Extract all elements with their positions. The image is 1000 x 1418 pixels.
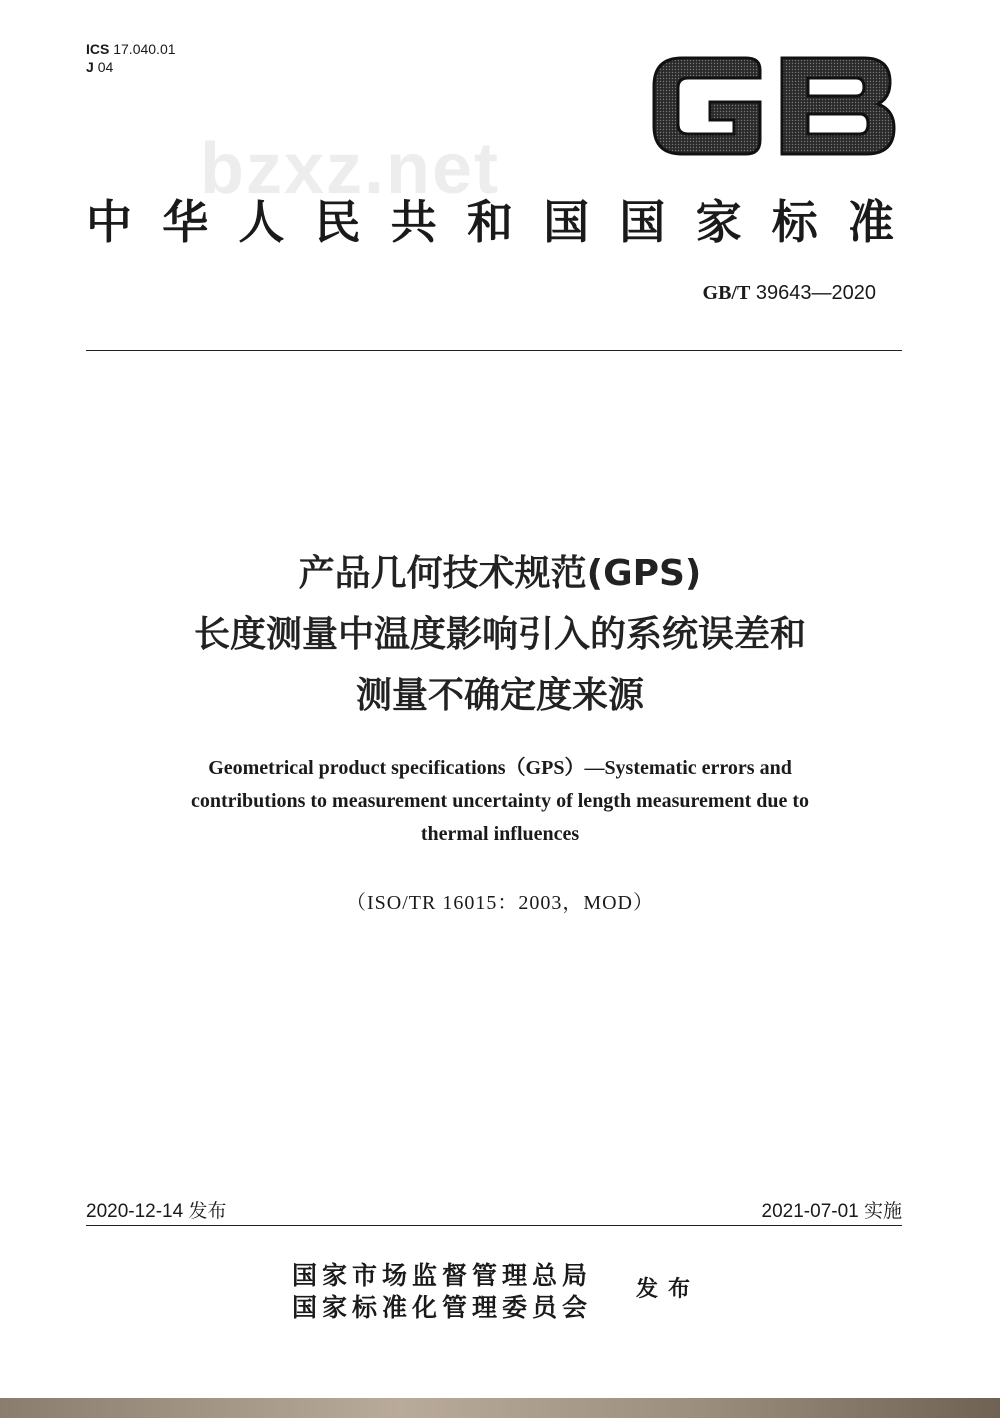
- title-cn-line-1: 产品几何技术规范(GPS): [298, 553, 702, 594]
- country-title: 中华人民共和国国家标准: [86, 195, 904, 249]
- bottom-divider: [86, 1225, 902, 1226]
- gb-logo: [650, 56, 900, 156]
- title-en: [100, 752, 900, 851]
- standard-code: 39643—2020: [755, 282, 876, 304]
- class-line: [86, 58, 176, 76]
- iso-reference: （ISO/TR 16015：2003，MOD）: [345, 892, 654, 914]
- issue-action: 发布: [636, 1276, 701, 1302]
- implementation-date: 2021-07-01 实施: [761, 1201, 902, 1222]
- top-divider: [86, 350, 902, 351]
- class-label: J: [86, 59, 94, 75]
- class-code: 04: [97, 59, 114, 75]
- ics-label: ICS: [86, 41, 110, 57]
- page-edge-shadow: [0, 1398, 1000, 1418]
- issue-date: 2020-12-14 发布: [86, 1201, 227, 1222]
- title-en-line-1: Geometrical product specifications（GPS）—Systematic errors and: [208, 757, 792, 779]
- issuer-samr: 国家市场监督管理总局: [292, 1261, 593, 1290]
- standard-prefix: GB/T: [702, 282, 751, 304]
- watermark: bzxz.net: [200, 129, 501, 209]
- title-en-line-2: contributions to measurement uncertainty of length measurement due to: [190, 790, 810, 812]
- classification-codes: [86, 40, 176, 76]
- standard-number: [703, 282, 876, 305]
- ics-code: 17.040.01: [113, 41, 176, 57]
- title-cn-line-3: 测量不确定度来源: [355, 675, 644, 716]
- title-cn-line-2: 长度测量中温度影响引入的系统误差和: [193, 614, 806, 655]
- title-en-line-3: thermal influences: [420, 823, 580, 845]
- ics-line: [86, 40, 176, 58]
- gb-logo-text: GB: [650, 56, 652, 57]
- issuer-sac: 国家标准化管理委员会: [292, 1293, 593, 1322]
